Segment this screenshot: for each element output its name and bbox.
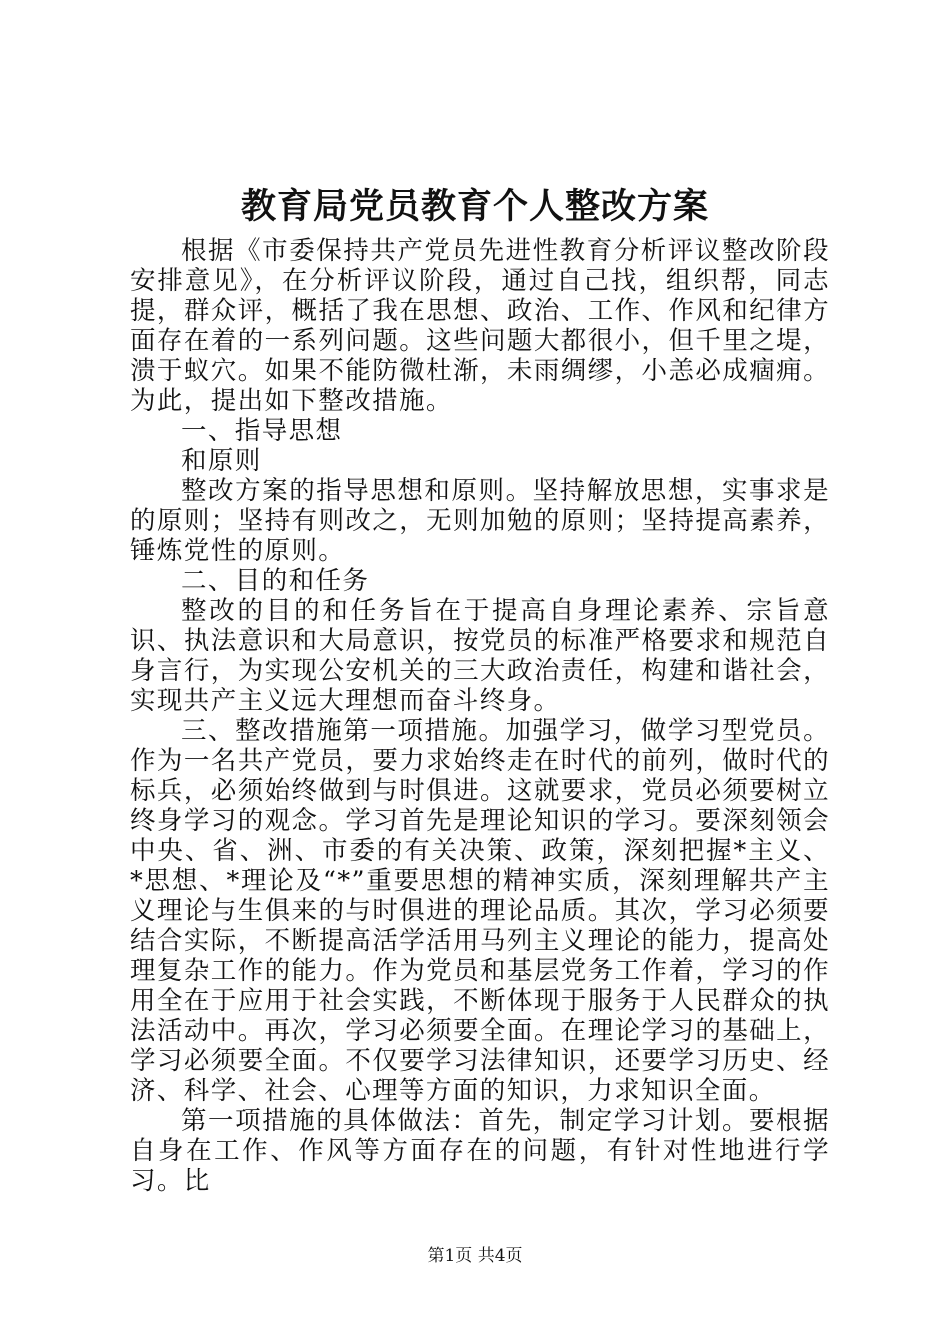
paragraph-specific-methods: 第一项措施的具体做法：首先，制定学习计划。要根据自身在工作、作风等方面存在的问题，有针对性地进行学习。比 (130, 1106, 830, 1196)
heading-purpose-tasks: 二、目的和任务 (181, 566, 370, 596)
paragraph-measures: 三、整改措施第一项措施。加强学习，做学习型党员。作为一名共产党员，要力求始终走在时代的前列，做时代的标兵，必须始终做到与时俱进。这就要求，党员必须要树立终身学习的观念。学习首先是理论知识的学习。要深刻领会中央、省、洲、市委的有关决策、政策，深刻把握*主义、*思想、*理论及“*”重要思想的精神实质，深刻理解共产主义理论与生俱来的与时俱进的理论品质。其次，学习必须要结合实际，不断提高活学活用马列主义理论的能力，提高处理复杂工作的能力。作为党员和基层党务工作着，学习的作用全在于应用于社会实践，不断体现于服务于人民群众的执法活动中。再次，学习必须要全面。在理论学习的基础上，学习必须要全面。不仅要学习法律知识，还要学习历史、经济、科学、社会、心理等方面的知识，力求知识全面。 (130, 716, 830, 1106)
paragraph-purpose-tasks: 整改的目的和任务旨在于提高自身理论素养、宗旨意识、执法意识和大局意识，按党员的标准严格要求和规范自身言行，为实现公安机关的三大政治责任，构建和谐社会，实现共产主义远大理想而奋斗终身。 (130, 596, 830, 716)
heading-guiding-thought: 一、指导思想 (181, 416, 343, 446)
document-title: 教育局党员教育个人整改方案 (240, 186, 709, 227)
page-footer: 第1页 共4页 (427, 1246, 523, 1266)
paragraph-intro: 根据《市委保持共产党员先进性教育分析评议整改阶段安排意见》，在分析评议阶段，通过自己找，组织帮，同志提，群众评，概括了我在思想、政治、工作、作风和纪律方面存在着的一系列问题。这些问题大都很小，但千里之堤，溃于蚁穴。如果不能防微杜渐，未雨绸缪，小恙必成痼痈。为此，提出如下整改措施。 (130, 236, 830, 416)
document-body (130, 236, 830, 1196)
paragraph-principles: 整改方案的指导思想和原则。坚持解放思想，实事求是的原则；坚持有则改之，无则加勉的原则；坚持提高素养，锤炼党性的原则。 (130, 476, 830, 566)
heading-principles: 和原则 (181, 446, 262, 476)
